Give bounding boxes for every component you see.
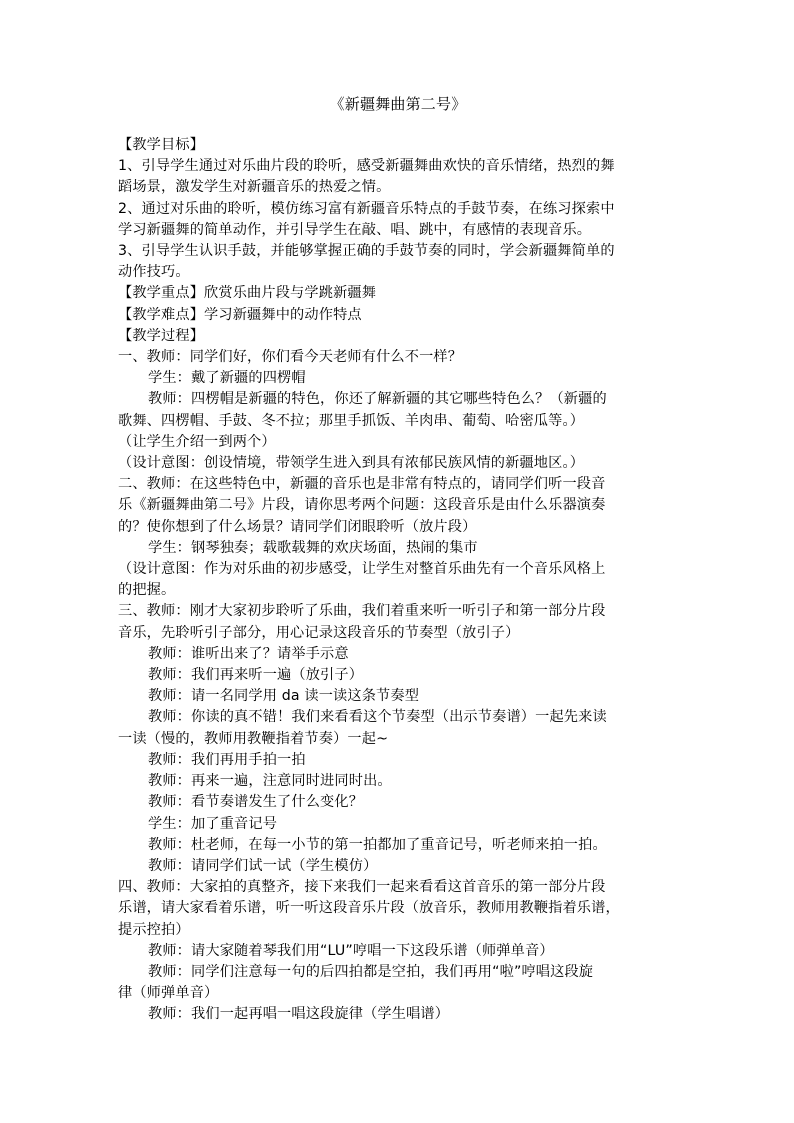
- paragraph-line: 教师：请一名同学用 da 读一读这条节奏型: [148, 688, 420, 705]
- paragraph-line: 提示控拍）: [118, 921, 190, 938]
- paragraph-line: 教师：请大家随着琴我们用“LU”哼唱一下这段乐谱（师弹单音）: [148, 942, 554, 959]
- paragraph-line: 教师：杜老师，在每一小节的第一拍都加了重音记号，听老师来拍一拍。: [148, 836, 607, 853]
- paragraph-line: 学生：戴了新疆的四楞帽: [148, 370, 306, 387]
- paragraph-line: 教师：看节奏谱发生了什么变化？: [148, 794, 364, 811]
- paragraph-line: 教师：我们再来听一遍（放引子）: [148, 667, 364, 684]
- paragraph-line: 教师：同学们注意每一句的后四拍都是空拍，我们再用“啦”哼唱这段旋: [148, 963, 594, 980]
- paragraph-line: 学习新疆舞的简单动作，并引导学生在敲、唱、跳中，有感情的表现音乐。: [118, 221, 592, 238]
- paragraph-line: 学生：加了重音记号: [148, 815, 278, 832]
- paragraph-line: 教师：你读的真不错！我们来看看这个节奏型（出示节奏谱）一起先来读: [148, 709, 607, 726]
- document-title: 《新疆舞曲第二号》: [329, 95, 467, 113]
- paragraph-line: 乐《新疆舞曲第二号》片段，请你思考两个问题：这段音乐是由什么乐器演奏: [118, 497, 606, 514]
- paragraph-line: 2、通过对乐曲的聆听，模仿练习富有新疆音乐特点的手鼓节奏，在练习探索中: [118, 200, 615, 217]
- paragraph-line: 音乐，先聆听引子部分，用心记录这段音乐的节奏型（放引子）: [118, 624, 520, 641]
- paragraph-line: （让学生介绍一到两个）: [118, 433, 276, 450]
- paragraph-line: 教师：再来一遍，注意同时进同时出。: [148, 773, 392, 790]
- paragraph-line: （设计意图：创设情境，带领学生进入到具有浓郁民族风情的新疆地区。）: [118, 455, 585, 472]
- paragraph-line: 动作技巧。: [118, 264, 190, 281]
- section-heading-process: 【教学过程】: [118, 327, 205, 344]
- paragraph-line: 歌舞、四楞帽、手鼓、冬不拉；那里手抓饭、羊肉串、葡萄、哈密瓜等。）: [118, 412, 585, 429]
- paragraph-line: 四、教师：大家拍的真整齐，接下来我们一起来看看这首音乐的第一部分片段: [118, 879, 606, 896]
- paragraph-line: 教师：我们再用手拍一拍: [148, 751, 306, 768]
- paragraph-line: （设计意图：作为对乐曲的初步感受，让学生对整首乐曲先有一个音乐风格上: [118, 561, 606, 578]
- section-heading-difficulties: 【教学难点】学习新疆舞中的动作特点: [118, 306, 362, 323]
- paragraph-line: 的把握。: [118, 582, 176, 599]
- paragraph-line: 教师：我们一起再唱一唱这段旋律（学生唱谱）: [148, 1006, 450, 1023]
- paragraph-line: 3、引导学生认识手鼓，并能够掌握正确的手鼓节奏的同时，学会新疆舞简单的: [118, 243, 615, 260]
- paragraph-line: 的？使你想到了什么场景？请同学们闭眼聆听（放片段）: [118, 518, 477, 535]
- paragraph-line: 教师：请同学们试一试（学生模仿）: [148, 857, 378, 874]
- paragraph-line: 乐谱，请大家看着乐谱，听一听这段音乐片段（放音乐，教师用教鞭指着乐谱，: [118, 900, 620, 917]
- document-page: [118, 94, 678, 1026]
- paragraph-line: 一、教师：同学们好，你们看今天老师有什么不一样？: [118, 349, 463, 366]
- paragraph-line: 一读（慢的，教师用教鞭指着节奏）一起~: [118, 730, 389, 747]
- paragraph-line: 二、教师：在这些特色中，新疆的音乐也是非常有特点的，请同学们听一段音: [118, 476, 606, 493]
- paragraph-line: 学生：钢琴独奏；载歌载舞的欢庆场面，热闹的集市: [148, 539, 478, 556]
- paragraph-line: 1、引导学生通过对乐曲片段的聆听，感受新疆舞曲欢快的音乐情绪，热烈的舞: [118, 158, 615, 175]
- section-heading-goals: 【教学目标】: [118, 137, 205, 153]
- paragraph-line: 教师：四楞帽是新疆的特色，你还了解新疆的其它哪些特色么？（新疆的: [148, 391, 607, 408]
- section-heading-key-points: 【教学重点】欣赏乐曲片段与学跳新疆舞: [118, 285, 377, 302]
- paragraph-line: 教师：谁听出来了？请举手示意: [148, 645, 349, 662]
- paragraph-line: 律（师弹单音）: [118, 985, 219, 1002]
- paragraph-line: 蹈场景，激发学生对新疆音乐的热爱之情。: [118, 179, 391, 196]
- paragraph-line: 三、教师：刚才大家初步聆听了乐曲，我们着重来听一听引子和第一部分片段: [118, 603, 606, 620]
